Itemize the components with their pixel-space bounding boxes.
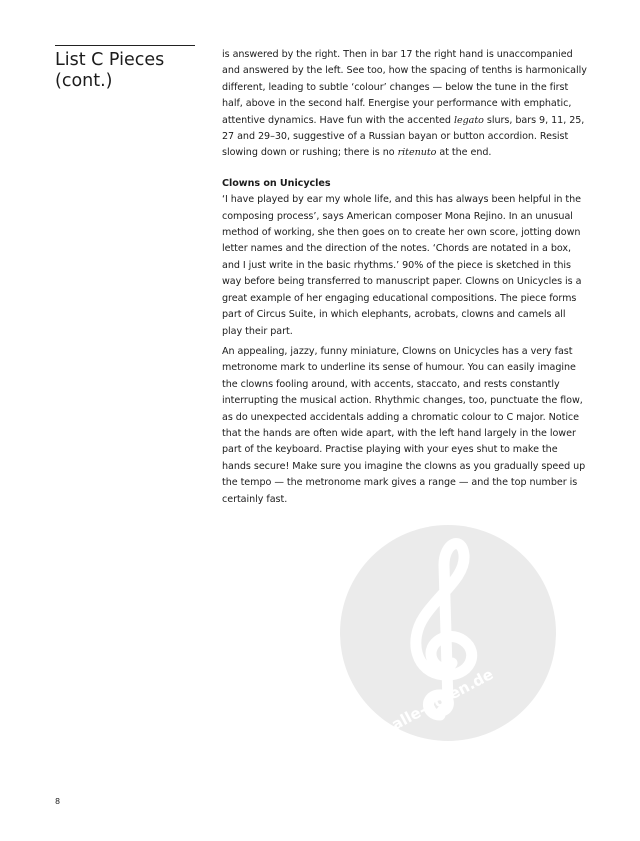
section-title-line2: (cont.) [55,71,113,91]
title-rule [55,45,195,46]
section-title-line1: List C Pieces [55,50,165,70]
intro-text-part3: at the end. [436,147,492,159]
intro-paragraph [222,47,588,162]
piece-paragraph-1: ‘I have played by ear my whole life, and this has always been helpful in the composing process’, says American composer Mona Rejino. In an unusual method of working, she then goes on to create her own score, jotting down letter names and the direction of the notes. ‘Chords are notated in a box, and I just write in the basic rhythms.’ 90% of the piece is sketched in this way before being transferred to manuscript paper. Clowns on Unicycles is a great example of her engaging educational compositions. The piece forms part of Circus Suite, in which elephants, acrobats, clowns and camels all play their part. [222,194,582,337]
intro-text-part2: slurs, bars 9, 11, 25, 27 and 29–30, suggestive of a Russian bayan or button accordion. Resist slowing down or rushing; there is no [222,114,585,159]
piece-heading: Clowns on Unicycles [222,177,331,189]
section-title [55,50,205,92]
page-number: 8 [55,797,61,806]
main-text-column [222,47,588,508]
piece-paragraph-2: An appealing, jazzy, funny miniature, Clowns on Unicycles has a very fast metronome mark to underline its sense of humour. You can easily imagine the clowns fooling around, with accents, staccato, and rests constantly interrupting the musical action. Rhythmic changes, too, punctuate the flow, as do unexpected accidentals adding a chromatic colour to C major. Notice that the hands are often wide apart, with the left hand largely in the lower part of the keyboard. Practise playing with your eyes shut to make the hands secure! Make sure you imagine the clowns as you gradually speed up the tempo — the metronome mark gives a range — and the top number is certainly fast. [222,345,586,505]
watermark-text: alle-noten.de [388,665,497,734]
term-ritenuto: ritenuto [397,147,437,159]
term-legato: legato [453,114,484,126]
intro-text-part1: is answered by the right. Then in bar 17 the right hand is unaccompanied and answered by the left. See too, how the spacing of tenths is harmonically different, leading to subtle ‘colour’ changes — below the tune in the first half, above in the second half. Energise your performance with emphatic, attentive dynamics. Have fun with the accented [222,49,587,126]
watermark [340,525,556,741]
